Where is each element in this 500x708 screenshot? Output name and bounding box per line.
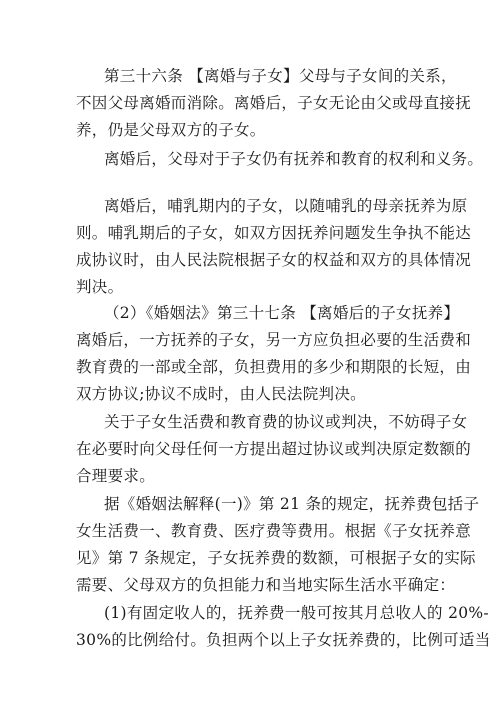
text-line: 据《婚姻法解释(一)》第 21 条的规定，抚养费包括子 xyxy=(104,495,480,513)
text-line: 需要、父母双方的负担能力和当地实际生活水平确定： xyxy=(76,576,456,594)
text-line: 教育费的一部或全部，负担费用的多少和期限的长短，由 xyxy=(76,358,472,376)
text-line: 关于子女生活费和教育费的协议或判决，不妨碍子女 xyxy=(104,413,468,431)
text-line: 判决。 xyxy=(76,278,124,296)
text-line: 离婚后，一方抚养的子女，另一方应负担必要的生活费和 xyxy=(76,331,472,349)
text-line: 见》第 7 条规定，子女抚养费的数额，可根据子女的实际 xyxy=(76,549,476,567)
text-line: 养，仍是父母双方的子女。 xyxy=(76,121,266,139)
text-line: (1)有固定收人的，抚养费一般可按其月总收人的 20%- xyxy=(104,604,489,622)
text-line: 30%的比例给付。负担两个以上子女抚养费的，比例可适当 xyxy=(76,631,491,649)
text-line: （2）《婚姻法》第三十七条 【离婚后的子女抚养】 xyxy=(104,304,460,322)
text-line: 双方协议;协议不成时，由人民法院判决。 xyxy=(76,385,366,403)
text-line: 合理要求。 xyxy=(76,467,156,485)
text-line: 离婚后，父母对于子女仍有抚养和教育的权利和义务。 xyxy=(104,150,484,168)
text-line: 在必要时向父母任何一方提出超过协议或判决原定数额的 xyxy=(76,440,472,458)
text-line: 成协议时，由人民法院根据子女的权益和双方的具体情况 xyxy=(76,251,472,269)
text-line: 不因父母离婚而消除。离婚后，子女无论由父或母直接抚 xyxy=(76,94,472,112)
text-line: 则。哺乳期后的子女，如双方因抚养问题发生争执不能达 xyxy=(76,224,472,242)
text-line: 离婚后，哺乳期内的子女，以随哺乳的母亲抚养为原 xyxy=(104,197,468,215)
text-line: 女生活费一、教育费、医疗费等费用。根据《子女抚养意 xyxy=(76,522,472,540)
text-line: 第三十六条 【离婚与子女】父母与子女间的关系， xyxy=(104,67,457,85)
